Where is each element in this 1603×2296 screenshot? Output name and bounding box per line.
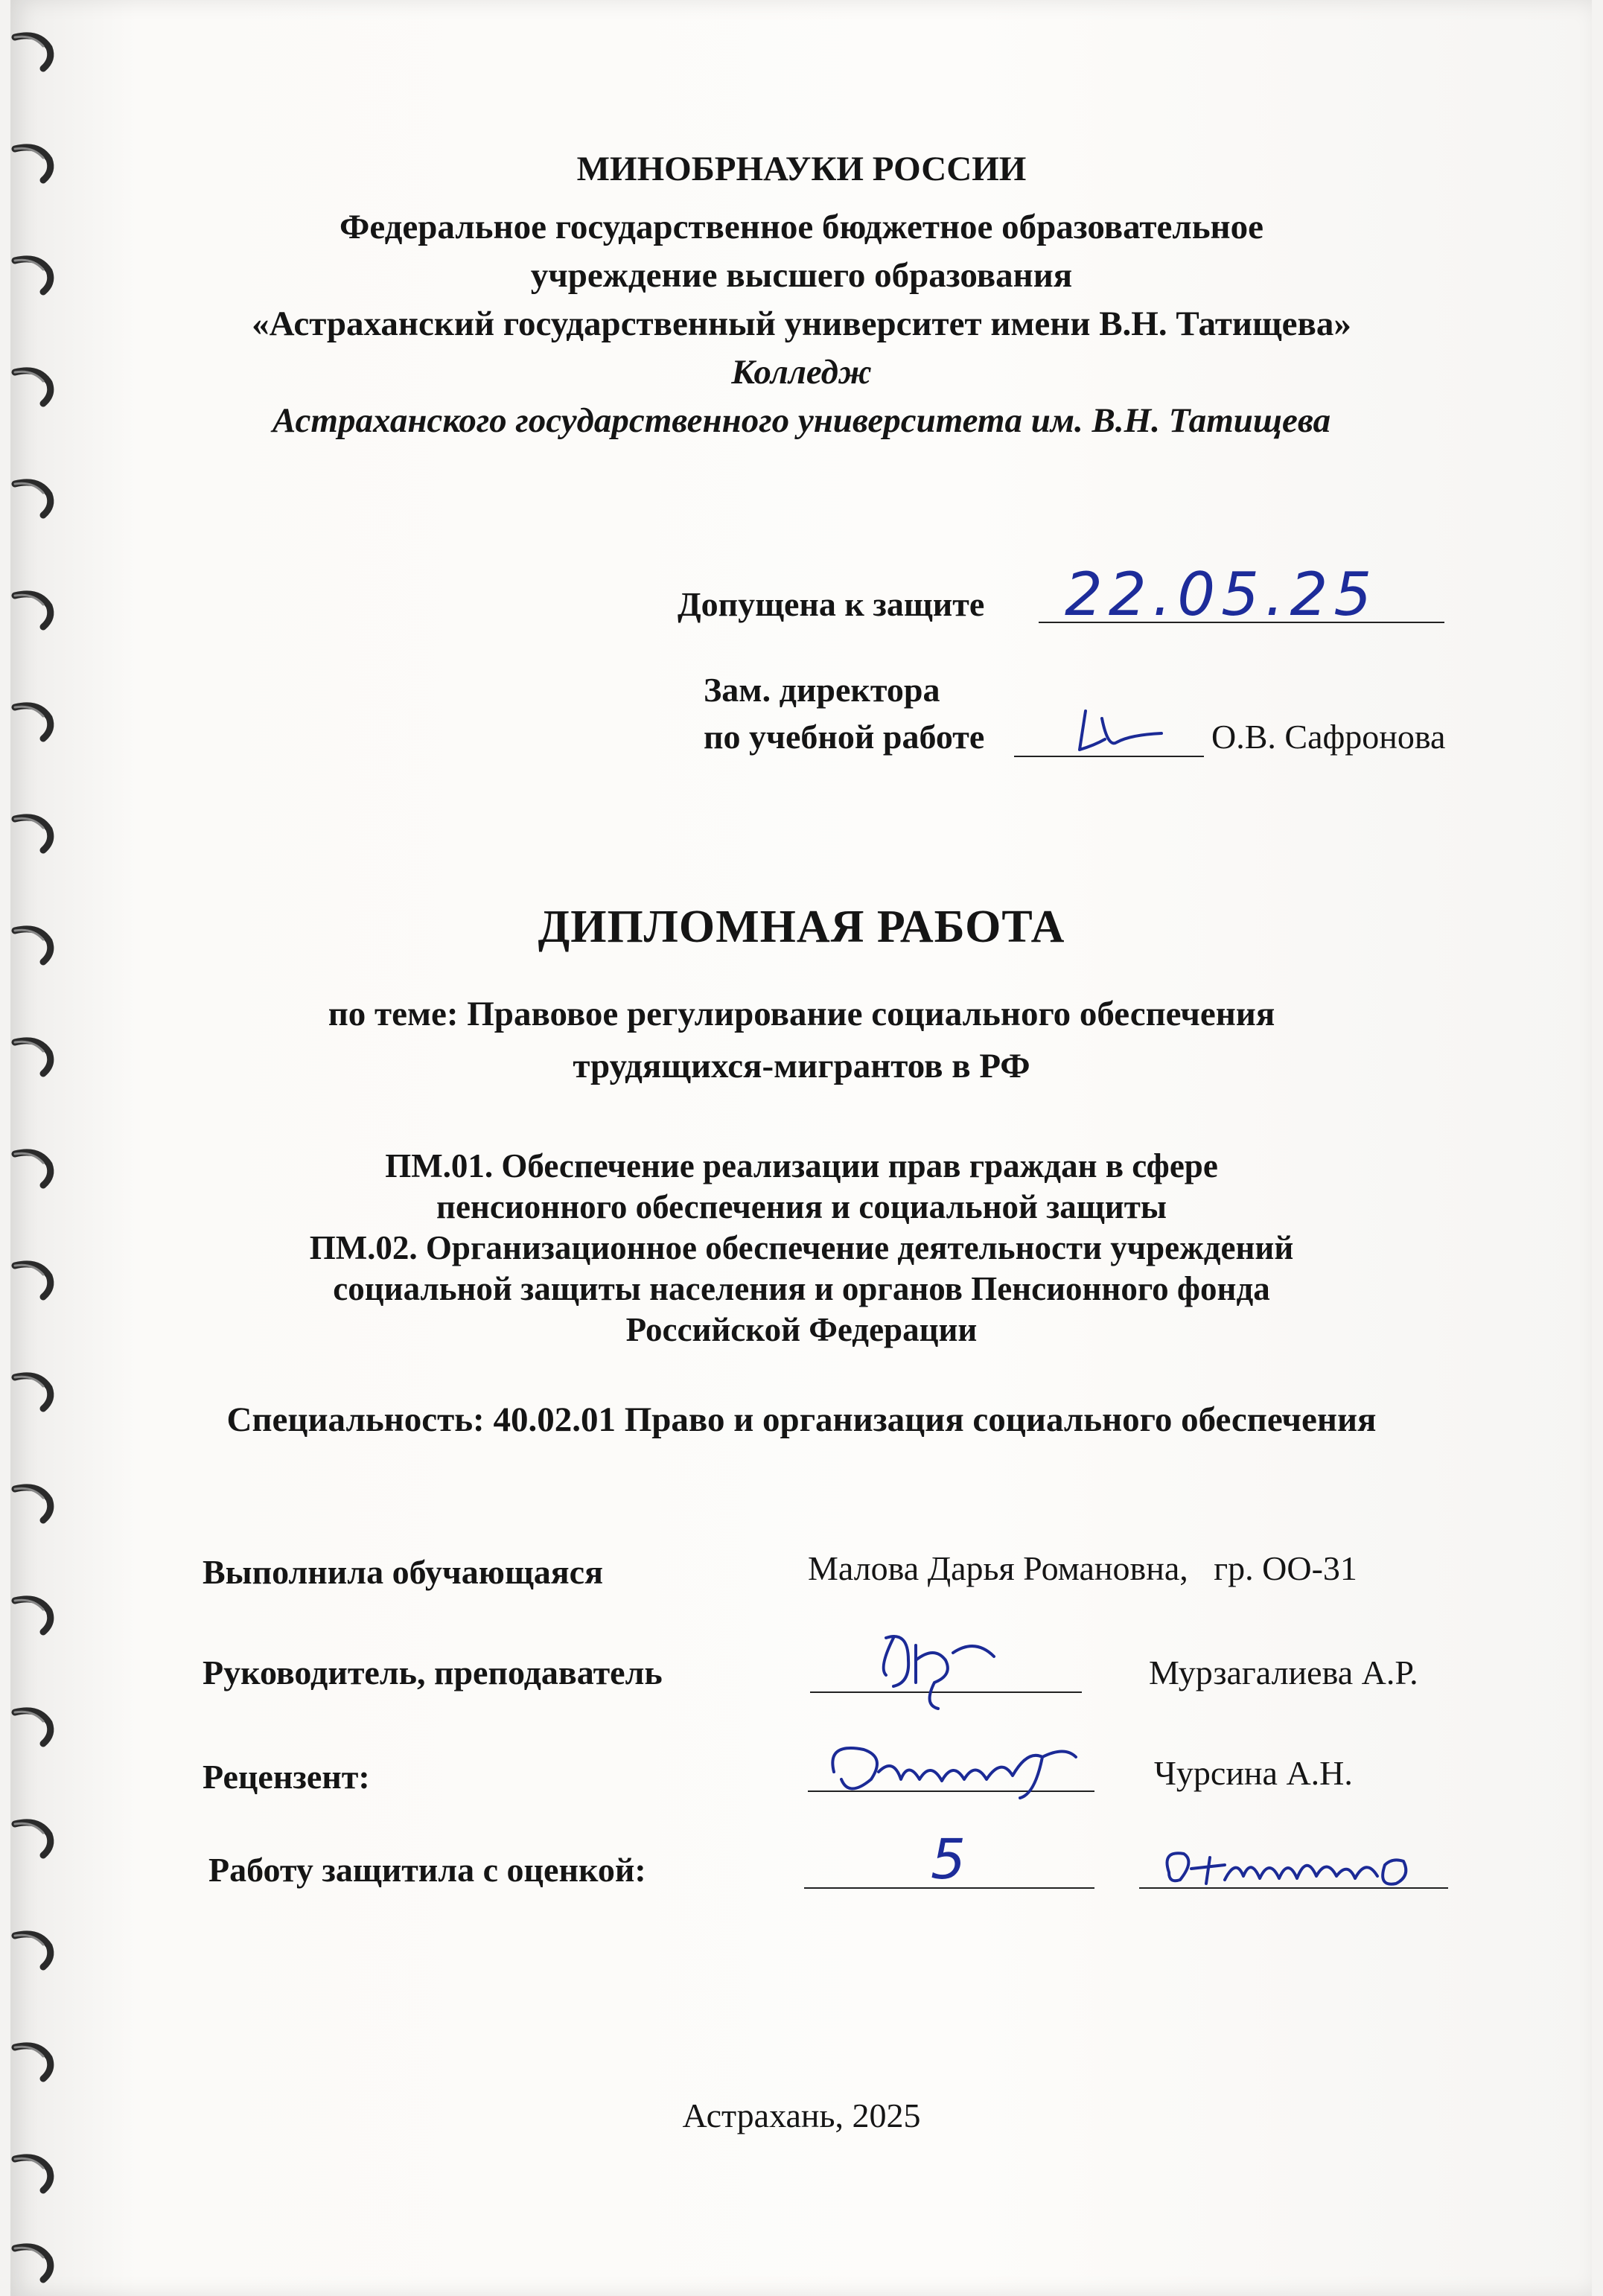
module-line-5: Российской Федерации [625, 1311, 978, 1348]
org-line-1: Федеральное государственное бюджетное образовательное [339, 208, 1263, 246]
supervisor-name: Мурзагалиева А.Р. [1149, 1654, 1418, 1691]
module-line-1: ПМ.01. Обеспечение реализации прав граждан в сфере [385, 1147, 1218, 1184]
org-line-2: учреждение высшего образования [530, 256, 1073, 295]
university-name: «Астраханский государственный университет имени В.Н. Татищева» [252, 304, 1351, 343]
supervisor-signature [864, 1616, 1013, 1712]
admission-date: 22.05.25 [1065, 560, 1378, 629]
grade-word-handwritten [1154, 1835, 1437, 1895]
deputy-title-line-2: по учебной работе [704, 718, 985, 756]
reviewer-label: Рецензент: [203, 1758, 370, 1796]
deputy-signature [1072, 696, 1169, 763]
grade-number: 5 [931, 1828, 966, 1892]
ministry-title: МИНОБРНАУКИ РОССИИ [576, 150, 1027, 188]
reviewer-name: Чурсина А.Н. [1154, 1754, 1353, 1792]
city-year: Астрахань, 2025 [682, 2096, 921, 2134]
supervisor-label: Руководитель, преподаватель [203, 1654, 663, 1691]
student-name: Малова Дарья Романовна, гр. ОО-31 [808, 1549, 1357, 1587]
topic-line-2: трудящихся-мигрантов в РФ [573, 1047, 1030, 1085]
admission-label: Допущена к защите [678, 585, 985, 623]
deputy-title-line-1: Зам. директора [704, 671, 940, 709]
topic-line-1: по теме: Правовое регулирование социального обеспечения [328, 995, 1275, 1033]
module-line-4: социальной защиты населения и органов Пенсионного фонда [333, 1270, 1270, 1307]
college-label: Колледж [731, 353, 872, 392]
deputy-name: О.В. Сафронова [1211, 718, 1446, 756]
module-line-3: ПМ.02. Организационное обеспечение деятельности учреждений [309, 1229, 1294, 1266]
reviewer-signature [819, 1727, 1094, 1809]
module-line-2: пенсионного обеспечения и социальной защиты [436, 1188, 1167, 1225]
grade-label: Работу защитила с оценкой: [208, 1851, 646, 1889]
college-full-name: Астраханского государственного университета им. В.Н. Татищева [272, 401, 1331, 440]
document-title: ДИПЛОМНАЯ РАБОТА [538, 902, 1065, 952]
student-label: Выполнила обучающаяся [203, 1553, 603, 1591]
specialty: Специальность: 40.02.01 Право и организация социального обеспечения [226, 1400, 1377, 1439]
